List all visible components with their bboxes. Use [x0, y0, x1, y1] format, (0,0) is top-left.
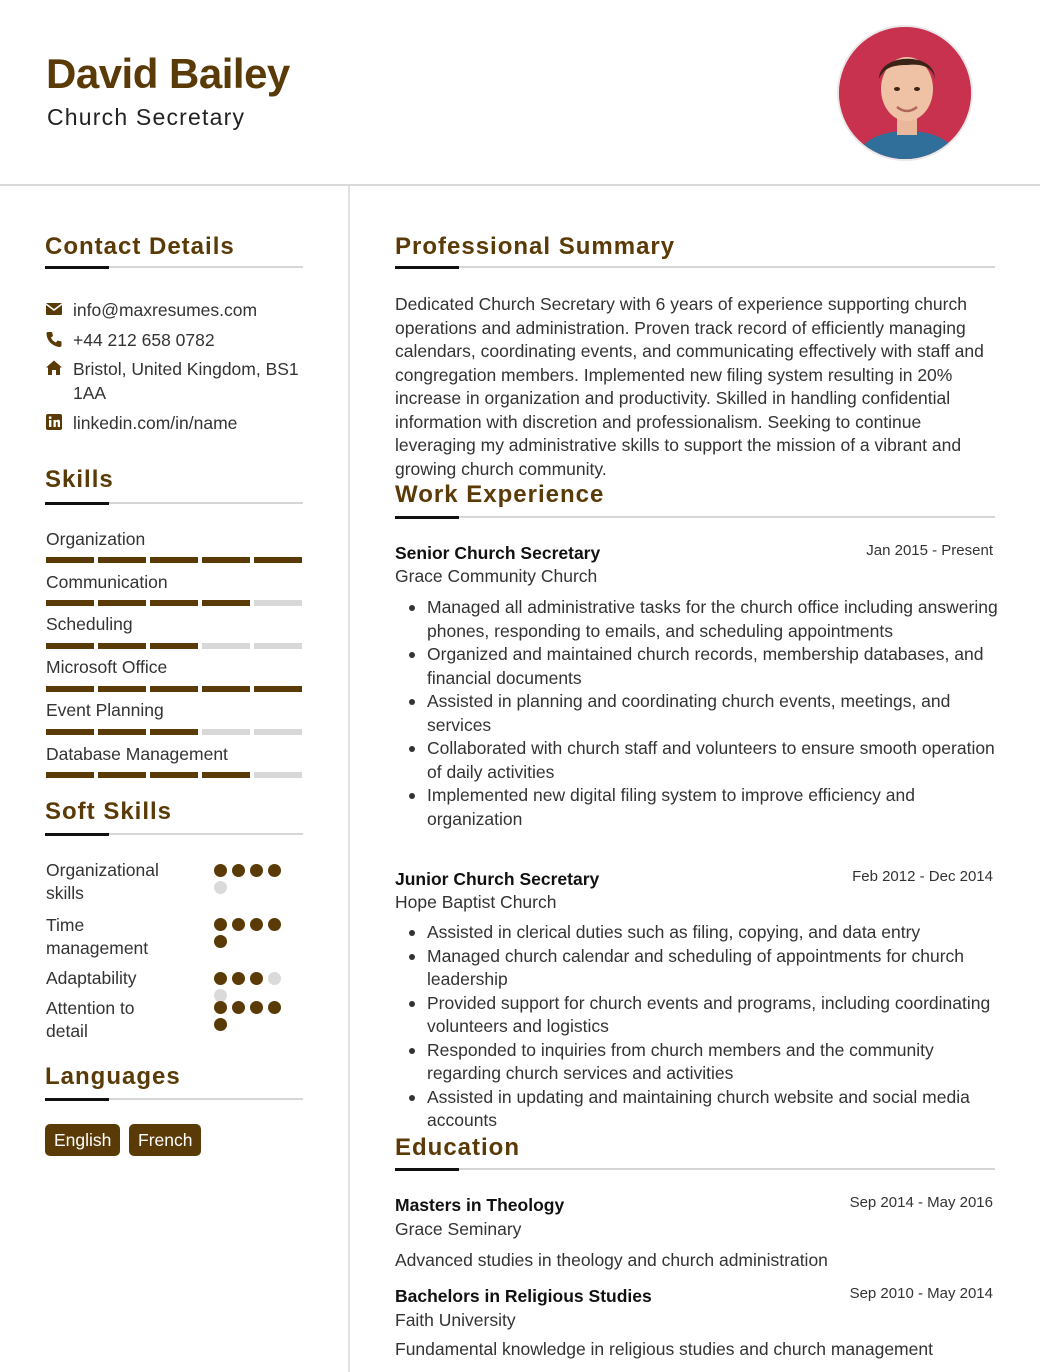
- contact-phone-text: +44 212 658 0782: [73, 330, 215, 350]
- soft-skill-label: Adaptability: [46, 968, 137, 988]
- education-heading-rule: [395, 1168, 995, 1170]
- skill-level-segment: [46, 686, 94, 692]
- skill-level-segment: [150, 557, 198, 563]
- skill-label: Organization: [46, 529, 146, 549]
- job-title: Senior Church Secretary: [395, 543, 601, 563]
- rating-dot: [268, 864, 281, 877]
- skill-bar: [46, 772, 302, 778]
- education-heading: Education: [395, 1134, 521, 1161]
- skill-level-segment: [202, 600, 250, 606]
- job-bullet: Assisted in planning and coordinating church events, meetings, and services: [405, 690, 1000, 737]
- experience-heading: Work Experience: [395, 481, 605, 508]
- skill-bar: [46, 686, 302, 692]
- job-date: Jan 2015 - Present: [866, 542, 993, 559]
- contact-linkedin-text: linkedin.com/in/name: [73, 413, 238, 433]
- soft-skill-label: Attention to detail: [46, 998, 135, 1041]
- languages-heading: Languages: [45, 1063, 181, 1090]
- summary-heading-rule: [395, 266, 995, 268]
- rating-dot: [214, 918, 227, 931]
- degree-description: Advanced studies in theology and church administration: [395, 1250, 828, 1270]
- job-date: Feb 2012 - Dec 2014: [852, 868, 993, 885]
- skill-bar: [46, 600, 302, 606]
- skill-level-segment: [98, 643, 146, 649]
- degree-date: Sep 2010 - May 2014: [849, 1285, 993, 1302]
- languages-heading-rule: [45, 1098, 303, 1100]
- rating-dot: [250, 972, 263, 985]
- experience-heading-rule: [395, 516, 995, 518]
- profile-photo: [837, 25, 973, 161]
- rating-dot: [232, 918, 245, 931]
- skill-label: Scheduling: [46, 614, 133, 634]
- degree-title: Masters in Theology: [395, 1195, 565, 1215]
- job-bullet: Implemented new digital filing system to improve efficiency and organization: [405, 784, 1000, 831]
- contact-heading: Contact Details: [45, 233, 235, 260]
- soft-skill-rating: [214, 1001, 292, 1031]
- soft-skill-label: Organizational skills: [46, 860, 159, 903]
- skill-level-segment: [46, 729, 94, 735]
- rating-dot: [214, 864, 227, 877]
- rating-dot: [268, 918, 281, 931]
- job-bullet: Managed all administrative tasks for the church office including answering phones, responding to emails, and scheduling appointments: [405, 596, 1000, 643]
- rating-dot: [214, 935, 227, 948]
- job-bullet: Managed church calendar and scheduling of appointments for church leadership: [405, 945, 1000, 992]
- degree-description: Fundamental knowledge in religious studies and church management: [395, 1339, 933, 1359]
- rating-dot: [232, 1001, 245, 1014]
- skill-level-segment: [98, 729, 146, 735]
- soft-skills-heading: Soft Skills: [45, 798, 173, 825]
- linkedin-icon: [45, 413, 63, 431]
- skill-level-segment: [254, 772, 302, 778]
- degree-school: Faith University: [395, 1310, 516, 1330]
- skill-label: Event Planning: [46, 700, 164, 720]
- contact-email[interactable]: [45, 298, 308, 322]
- job-org: Hope Baptist Church: [395, 892, 557, 912]
- rating-dot: [232, 864, 245, 877]
- skill-label: Database Management: [46, 744, 228, 764]
- phone-icon: [45, 330, 63, 348]
- rating-dot: [250, 864, 263, 877]
- soft-skill-label: Time management: [46, 915, 149, 958]
- job-bullet: Collaborated with church staff and volunteers to ensure smooth operation of daily activities: [405, 737, 1000, 784]
- contact-address: [45, 357, 308, 405]
- skill-level-segment: [150, 686, 198, 692]
- skill-level-segment: [46, 643, 94, 649]
- degree-title: Bachelors in Religious Studies: [395, 1286, 652, 1306]
- summary-text: Dedicated Church Secretary with 6 years of experience supporting church operations and administration. Proven track record of efficiently managing calendars, coordinating events, and communicating effectively with staff and congregation members. Implemented new filing system resulting in 20% increase in organization and productivity. Skilled in handling confidential information with discretion and professionalism. Seeking to continue leveraging my administrative skills to support the mission of a vibrant and growing church community.: [395, 294, 984, 479]
- contact-phone[interactable]: [45, 328, 308, 352]
- skill-level-segment: [254, 729, 302, 735]
- rating-dot: [214, 881, 227, 894]
- rating-dot: [232, 972, 245, 985]
- skills-heading: Skills: [45, 466, 114, 493]
- column-divider: [348, 186, 350, 1372]
- language-tag: French: [129, 1124, 201, 1156]
- job-bullets: [405, 921, 1000, 1133]
- job-bullet: Provided support for church events and programs, including coordinating volunteers and logistics: [405, 992, 1000, 1039]
- skill-level-segment: [254, 600, 302, 606]
- skill-bar: [46, 557, 302, 563]
- skill-bar: [46, 643, 302, 649]
- skill-level-segment: [202, 686, 250, 692]
- rating-dot: [250, 1001, 263, 1014]
- skill-level-segment: [150, 729, 198, 735]
- contact-linkedin[interactable]: [45, 411, 308, 435]
- rating-dot: [268, 1001, 281, 1014]
- contact-heading-rule: [45, 266, 303, 268]
- rating-dot: [214, 1018, 227, 1031]
- job-bullets: [405, 596, 1000, 831]
- skill-level-segment: [202, 557, 250, 563]
- degree-school: Grace Seminary: [395, 1219, 522, 1239]
- skill-level-segment: [46, 772, 94, 778]
- home-icon: [45, 359, 63, 377]
- skill-level-segment: [254, 643, 302, 649]
- soft-skill-rating: [214, 864, 292, 894]
- skill-level-segment: [202, 772, 250, 778]
- job-org: Grace Community Church: [395, 566, 598, 586]
- skill-bar: [46, 729, 302, 735]
- contact-address-text: Bristol, United Kingdom, BS1 1AA: [73, 359, 299, 403]
- skill-level-segment: [98, 600, 146, 606]
- skill-level-segment: [202, 643, 250, 649]
- skill-label: Communication: [46, 572, 168, 592]
- rating-dot: [214, 1001, 227, 1014]
- skill-level-segment: [46, 557, 94, 563]
- resume-header: [0, 0, 1040, 186]
- soft-skill-rating: [214, 972, 292, 1002]
- person-avatar-icon: [839, 27, 973, 161]
- degree-date: Sep 2014 - May 2016: [849, 1194, 993, 1211]
- rating-dot: [268, 972, 281, 985]
- candidate-title: Church Secretary: [47, 104, 246, 130]
- job-title: Junior Church Secretary: [395, 869, 600, 889]
- skills-heading-rule: [45, 502, 303, 504]
- candidate-name: David Bailey: [46, 50, 290, 97]
- skill-level-segment: [254, 557, 302, 563]
- skill-level-segment: [150, 772, 198, 778]
- envelope-icon: [45, 300, 63, 318]
- skill-level-segment: [98, 772, 146, 778]
- rating-dot: [250, 918, 263, 931]
- skill-level-segment: [150, 643, 198, 649]
- skill-level-segment: [98, 686, 146, 692]
- skill-level-segment: [46, 600, 94, 606]
- rating-dot: [214, 972, 227, 985]
- job-bullet: Assisted in clerical duties such as filing, copying, and data entry: [405, 921, 1000, 945]
- soft-skill-rating: [214, 918, 292, 948]
- job-bullet: Responded to inquiries from church members and the community regarding church services and activities: [405, 1039, 1000, 1086]
- skill-label: Microsoft Office: [46, 657, 168, 677]
- skill-level-segment: [98, 557, 146, 563]
- contact-email-text: info@maxresumes.com: [73, 300, 258, 320]
- job-bullet: Assisted in updating and maintaining church website and social media accounts: [405, 1086, 1000, 1133]
- skill-level-segment: [150, 600, 198, 606]
- summary-heading: Professional Summary: [395, 233, 676, 260]
- language-tag: English: [45, 1124, 120, 1156]
- skill-level-segment: [202, 729, 250, 735]
- job-bullet: Organized and maintained church records, membership databases, and financial documents: [405, 643, 1000, 690]
- soft-skills-heading-rule: [45, 833, 303, 835]
- skill-level-segment: [254, 686, 302, 692]
